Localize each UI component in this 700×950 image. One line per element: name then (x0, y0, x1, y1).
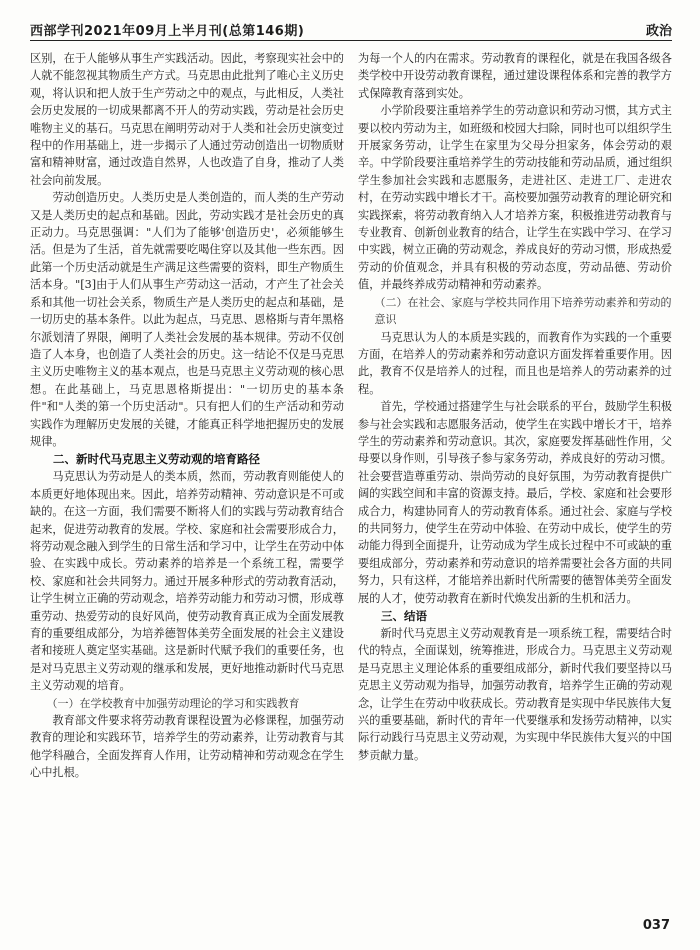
body-paragraph: 小学阶段要注重培养学生的劳动意识和劳动习惯，其方式主要以校内劳动为主，如班级和校园大扫除，同时也可以组织学生开展家务劳动，让学生在家里为父母分担家务，体会劳动的艰辛。中学阶段要注重培养学生的劳动技能和劳动品质，通过组织学生参加社会实践和志愿服务，走进社区、走进工厂、走进农村，在劳动实践中增长才干。高校要加强劳动教育的理论研究和实践探索，将劳动教育纳入人才培养方案，积极推进劳动教育与专业教育、创新创业教育的结合，让学生在实践中学习、在学习中实践，树立正确的劳动观念，养成良好的劳动习惯，形成热爱劳动的价值观念，并具有积极的劳动态度，劳动品德、劳动价值，并最终养成劳动精神和劳动素养。 (358, 104, 672, 292)
section-label: 政治 (645, 24, 672, 39)
body-paragraph: 教育部文件要求将劳动教育课程设置为必修课程，加强劳动教育的理论和实践环节，培养学生的劳动素养，让劳动教育与其他学科融合，全面发挥育人作用，让劳动精神和劳动观念在学生心中扎根。 (30, 714, 344, 780)
body-paragraph: 首先，学校通过搭建学生与社会联系的平台，鼓励学生积极参与社会实践和志愿服务活动，使学生在实践中增长才干，培养学生的劳动素养和劳动意识。其次，家庭要发挥基础性作用，父母要以身作则，引导孩子参与家务劳动，养成良好的劳动习惯。社会要营造尊重劳动、崇尚劳动的良好氛围，为劳动教育提供广阔的实践空间和丰富的资源支持。最后，学校、家庭和社会要形成合力，构建协同育人的劳动教育体系。通过社会、家庭与学校的共同努力，使学生在劳动中体验、在劳动中成长，使学生的劳动能力得到全面提升，让劳动成为学生成长过程中不可或缺的重要组成部分，劳动素养和劳动意识的培养需要社会各方面的共同努力，只有这样，才能培养出新时代所需要的德智体美劳全面发展的人才，使劳动教育在新时代焕发出新的生机和活力。 (358, 400, 672, 605)
right-column (358, 50, 672, 920)
body-paragraph: 区别，在于人能够从事生产实践活动。因此，考察现实社会中的人就不能忽视其物质生产方式。马克思由此批判了唯心主义历史观，将认识和把人放于生产劳动之中的观点，与此相反，人类社会历史发展的一切成果都离不开人的劳动实践，劳动是社会历史唯物主义的基石。马克思在阐明劳动对于人类和社会历史演变过程中的作用基础上，进一步揭示了人通过劳动创造出一切物质财富和精神财富，通过改造自然界，人也改造了自身，推动了人类社会向前发展。 (30, 52, 344, 187)
section-heading: 二、新时代马克思主义劳动观的培育路径 (53, 452, 260, 467)
body-paragraph: 新时代马克思主义劳动观教育是一项系统工程，需要结合时代的特点，全面谋划，统筹推进，形成合力。马克思主义劳动观是马克思主义理论体系的重要组成部分，新时代我们要坚持以马克思主义劳动观为指导，加强劳动教育，培养学生正确的劳动观念，让学生在劳动中收获成长。劳动教育是实现中华民族伟大复兴的重要基础，新时代的青年一代要继承和发扬劳动精神，以实际行动践行马克思主义劳动观，为实现中华民族伟大复兴的中国梦贡献力量。 (358, 627, 672, 762)
body-paragraph: 马克思认为劳动是人的类本质，然而，劳动教育则能使人的本质更好地体现出来。因此，培养劳动精神、劳动意识是不可或缺的。在这一方面，我们需要不断将人们的实践与劳动教育结合起来，促进劳动教育的发展。学校、家庭和社会需要形成合力，将劳动观念融入到学生的日常生活和学习中，让学生在劳动中体验、在实践中成长。劳动素养的培养是一个系统工程，需要学校、家庭和社会共同努力。通过开展多种形式的劳动教育活动，让学生树立正确的劳动观念，培养劳动能力和劳动习惯，形成尊重劳动、热爱劳动的良好风尚，使劳动教育真正成为全面发展教育的重要组成部分，为培养德智体美劳全面发展的社会主义建设者和接班人奠定坚实基础。这是新时代赋予我们的重要任务，也是对马克思主义劳动观的继承和发展，更好地推动新时代马克思主义劳动观的培育。 (30, 470, 344, 693)
body-paragraph: 马克思认为人的本质是实践的，而教育作为实践的一个重要方面，在培养人的劳动素养和劳动意识方面发挥着重要作用。因此，教育不仅是培养人的过程，而且也是培养人的劳动素养的过程。 (358, 330, 672, 396)
subsection-heading: （二）在社会、家庭与学校共同作用下培养劳动素养和劳动的意识 (374, 295, 672, 327)
body-paragraph: 为每一个人的内在需求。劳动教育的课程化，就是在我国各级各类学校中开设劳动教育课程，通过建设课程体系和完善的教学方式保障教育落到实处。 (358, 52, 672, 100)
subsection-heading: （一）在学校教育中加强劳动理论的学习和实践教育 (46, 696, 300, 710)
left-column (30, 50, 344, 920)
journal-title: 西部学刊2021年09月上半月刊(总第146期) (30, 24, 305, 39)
body-paragraph: 劳动创造历史。人类历史是人类创造的，而人类的生产劳动又是人类历史的起点和基础。因此，劳动实践才是社会历史的真正动力。马克思强调："人们为了能够'创造历史'，必须能够生活。但是为了生活，首先就需要吃喝住穿以及其他一些东西。因此第一个历史活动就是生产满足这些需要的资料，即生产物质生活本身。"[3]由于人们从事生产劳动这一活动，才产生了社会关系和其他一切社会关系，物质生产是人类历史的起点和基础，是一切历史的基本条件。以此为起点，马克思、恩格斯与青年黑格尔派划清了界限，阐明了人类社会发展的基本规律。劳动不仅创造了人本身，也创造了人类社会的历史。这一结论不仅是马克思主义历史唯物主义的基本观点，也是马克思主义劳动观的核心思想。在此基础上，马克思恩格斯提出："一切历史的基本条件"和"人类的第一个历史活动"。只有把人们的生产活动和劳动实践作为理解历史发展的关键，才能真正科学地把握历史的发展规律。 (30, 191, 344, 448)
page-number: 037 (642, 918, 670, 933)
running-header (30, 18, 672, 41)
section-heading: 三、结语 (381, 609, 427, 623)
